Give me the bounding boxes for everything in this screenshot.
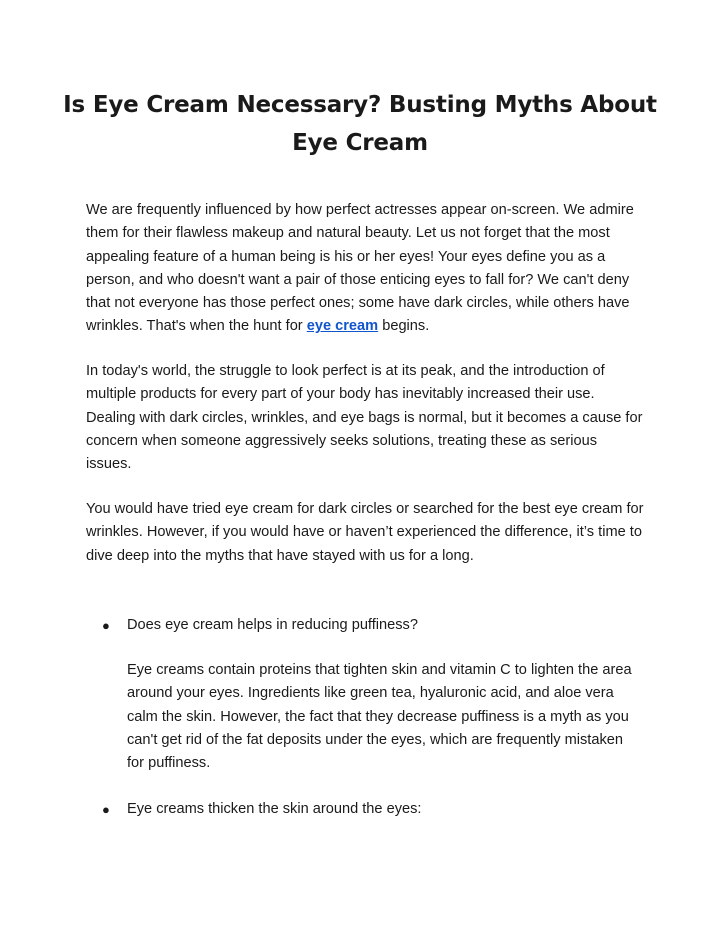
bullet-heading: Does eye cream helps in reducing puffiness? <box>127 617 418 633</box>
paragraph-3: You would have tried eye cream for dark circles or searched for the best eye cream for wrinkles. However, if you would have or haven’t experienced the difference, it’s time to dive deep into the myths that have stayed with us for a long. <box>86 501 644 564</box>
bullet-icon: ● <box>102 618 110 633</box>
intro-paragraph <box>86 199 646 339</box>
paragraph-2: In today's world, the struggle to look perfect is at its peak, and the introduction of multiple products for every part of your body has inevitably increased their use. Dealing with dark circles, wrinkles, and eye bags is normal, but it becomes a cause for concern when someone aggressively seeks solutions, treating these as serious issues. <box>86 363 643 473</box>
bullet-icon: ● <box>102 802 110 817</box>
eye-cream-link[interactable]: eye cream <box>306 318 379 335</box>
bullet-heading: Eye creams thicken the skin around the eyes: <box>127 801 422 817</box>
intro-text-end: begins. <box>378 318 430 335</box>
document-title: Is Eye Cream Necessary? Busting Myths About Eye Cream <box>63 92 657 156</box>
intro-text: We are frequently influenced by how perfect actresses appear on-screen. We admire them for their flawless makeup and natural beauty. Let us not forget that the most appealing feature of a human being is his or her eyes! Your eyes define you as a person, and who doesn't want a pair of those enticing eyes to fall for? We can't deny that not everyone has those perfect ones; some have dark circles, while others have wrinkles. That's when the hunt for <box>86 202 634 335</box>
bullet-body-puffiness: Eye creams contain proteins that tighten skin and vitamin C to lighten the area around your eyes. Ingredients like green tea, hyaluronic acid, and aloe vera calm the skin. However, the fact that they decrease puffiness is a myth as you can't get rid of the fat deposits under the eyes, which are frequently mistaken for puffiness. <box>127 662 632 772</box>
